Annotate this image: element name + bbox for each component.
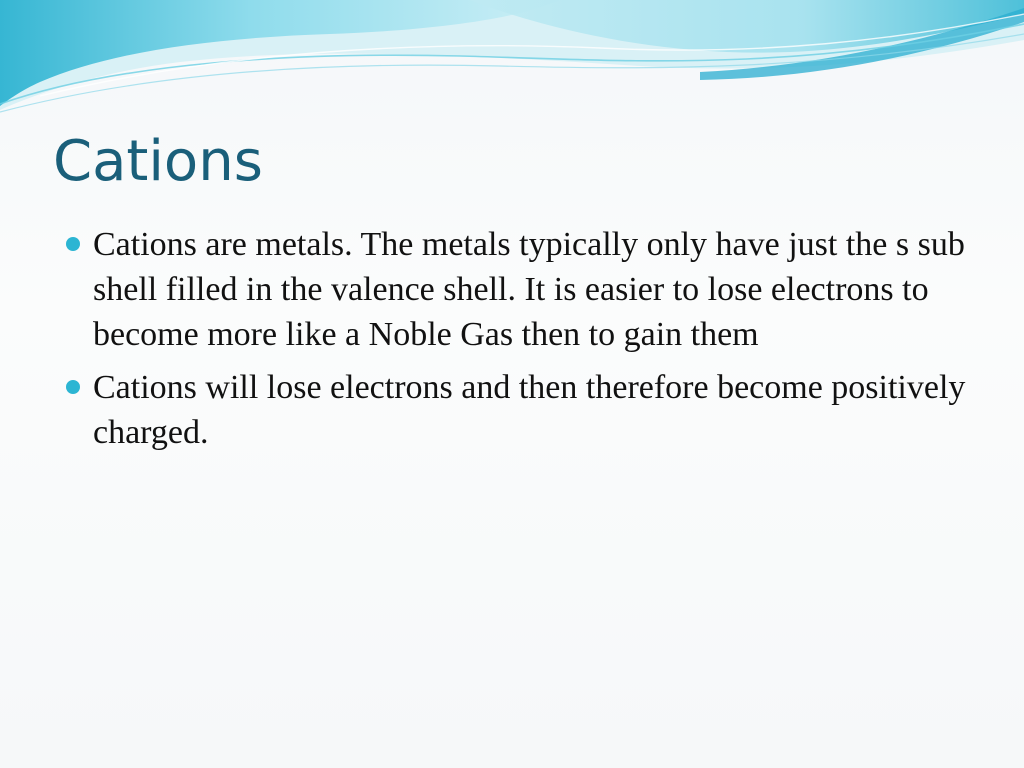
bullet-text: Cations are metals. The metals typically only have just the s sub shell filled in the valence shell. It is easier to lose electrons to become more like a Noble Gas then to gain them [93, 226, 965, 353]
bullet-item [62, 365, 982, 455]
bullet-item [62, 222, 982, 357]
bullet-dot-icon [66, 237, 80, 251]
bullet-list [62, 222, 982, 463]
bullet-text: Cations will lose electrons and then therefore become positively charged. [93, 369, 966, 451]
slide-title: Cations [53, 129, 263, 194]
wave-header-decoration [0, 0, 1024, 130]
bullet-dot-icon [66, 380, 80, 394]
